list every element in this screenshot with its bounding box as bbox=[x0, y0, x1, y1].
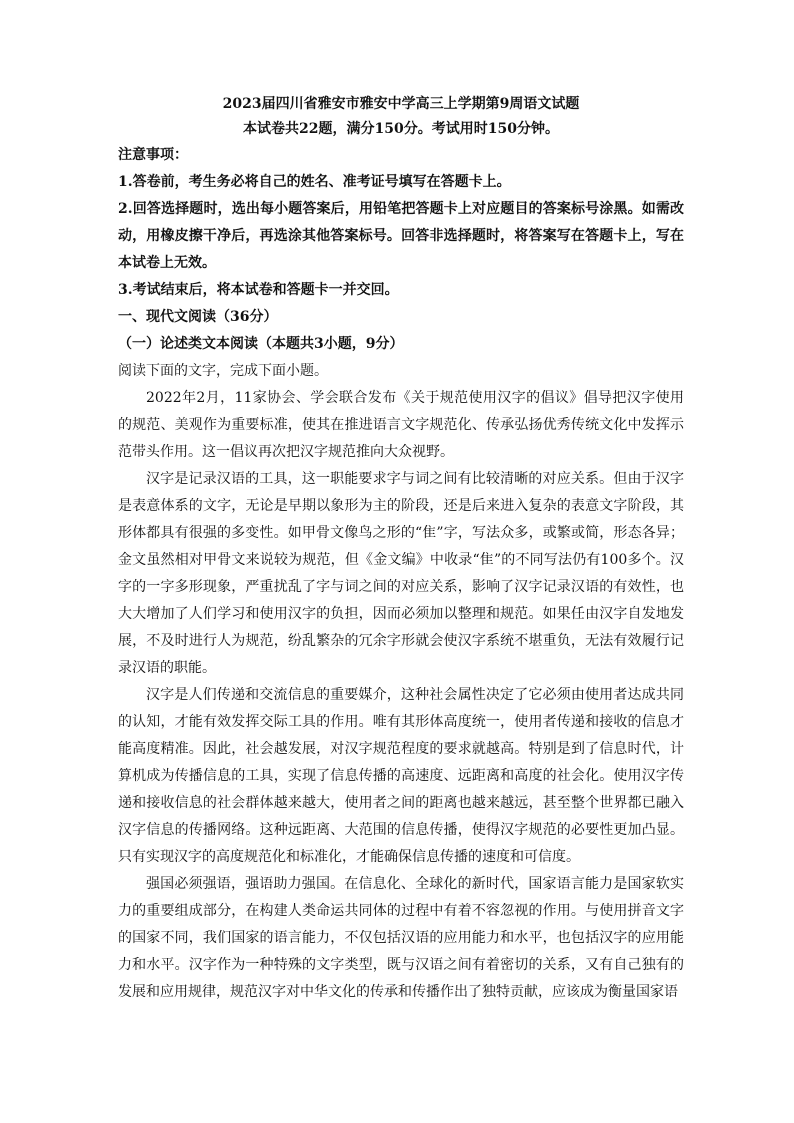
section-subheading: （一）论述类文本阅读（本题共3小题，9分） bbox=[118, 336, 404, 352]
notes-item-3: 3.考试结束后，将本试卷和答题卡一并交回。 bbox=[118, 282, 399, 298]
document-subtitle: 本试卷共22题，满分150分。考试用时150分钟。 bbox=[243, 121, 559, 137]
passage-paragraph-2: 汉字是记录汉语的工具，这一职能要求字与词之间有比较清晰的对应关系。但由于汉字是表意体系的文字，无论是早期以象形为主的阶段，还是后来进入复杂的表意文字阶段，其形体都具有很强的多变性。如甲骨文像鸟之形的“隹”字，写法众多，或繁或简，形态各异；金文虽然相对甲骨文来说较为规范，但《金文编》中收录“隹”的不同写法仍有100多个。汉字的一字多形现象，严重扰乱了字与词之间的对应关系，影响了汉字记录汉语的有效性，也大大增加了人们学习和使用汉字的负担，因而必须加以整理和规范。如果任由汉字自发地发展，不及时进行人为规范，纷乱繁杂的冗余字形就会使汉字系统不堪重负，无法有效履行记录汉语的职能。 bbox=[118, 471, 684, 676]
notes-item-1: 1.答卷前，考生务必将自己的姓名、准考证号填写在答题卡上。 bbox=[118, 174, 511, 190]
notes-heading: 注意事项： bbox=[118, 147, 188, 163]
document-page bbox=[118, 92, 684, 1006]
passage-paragraph-4: 强国必须强语，强语助力强国。在信息化、全球化的新时代，国家语言能力是国家软实力的重要组成部分，在构建人类命运共同体的过程中有着不容忽视的作用。与使用拼音文字的国家不同，我们国家的语言能力，不仅包括汉语的应用能力和水平，也包括汉字的应用能力和水平。汉字作为一种特殊的文字类型，既与汉语之间有着密切的关系，又有自己独有的发展和应用规律，规范汉字对中华文化的传承和传播作出了独特贡献，应该成为衡量国家语 bbox=[118, 876, 684, 1000]
reading-instruction: 阅读下面的文字，完成下面小题。 bbox=[118, 363, 328, 379]
section-heading: 一、现代文阅读（36分） bbox=[118, 309, 278, 325]
notes-item-2: 2.回答选择题时，选出每小题答案后，用铅笔把答题卡上对应题目的答案标号涂黑。如需改动，用橡皮擦干净后，再选涂其他答案标号。回答非选择题时，将答案写在答题卡上，写在本试卷上无效。 bbox=[118, 201, 684, 271]
passage-paragraph-1: 2022年2月，11家协会、学会联合发布《关于规范使用汉字的倡议》倡导把汉字使用的规范、美观作为重要标准，使其在推进语言文字规范化、传承弘扬优秀传统文化中发挥示范带头作用。这一倡议再次把汉字规范推向大众视野。 bbox=[118, 390, 684, 460]
passage-paragraph-3: 汉字是人们传递和交流信息的重要媒介，这种社会属性决定了它必须由使用者达成共同的认知，才能有效发挥交际工具的作用。唯有其形体高度统一，使用者传递和接收的信息才能高度精准。因此，社会越发展，对汉字规范程度的要求就越高。特别是到了信息时代，计算机成为传播信息的工具，实现了信息传播的高速度、远距离和高度的社会化。使用汉字传递和接收信息的社会群体越来越大，使用者之间的距离也越来越远，甚至整个世界都已融入汉字信息的传播网络。这种远距离、大范围的信息传播，使得汉字规范的必要性更加凸显。只有实现汉字的高度规范化和标准化，才能确保信息传播的速度和可信度。 bbox=[118, 687, 684, 865]
document-title: 2023届四川省雅安市雅安中学高三上学期第9周语文试题 bbox=[222, 96, 580, 112]
